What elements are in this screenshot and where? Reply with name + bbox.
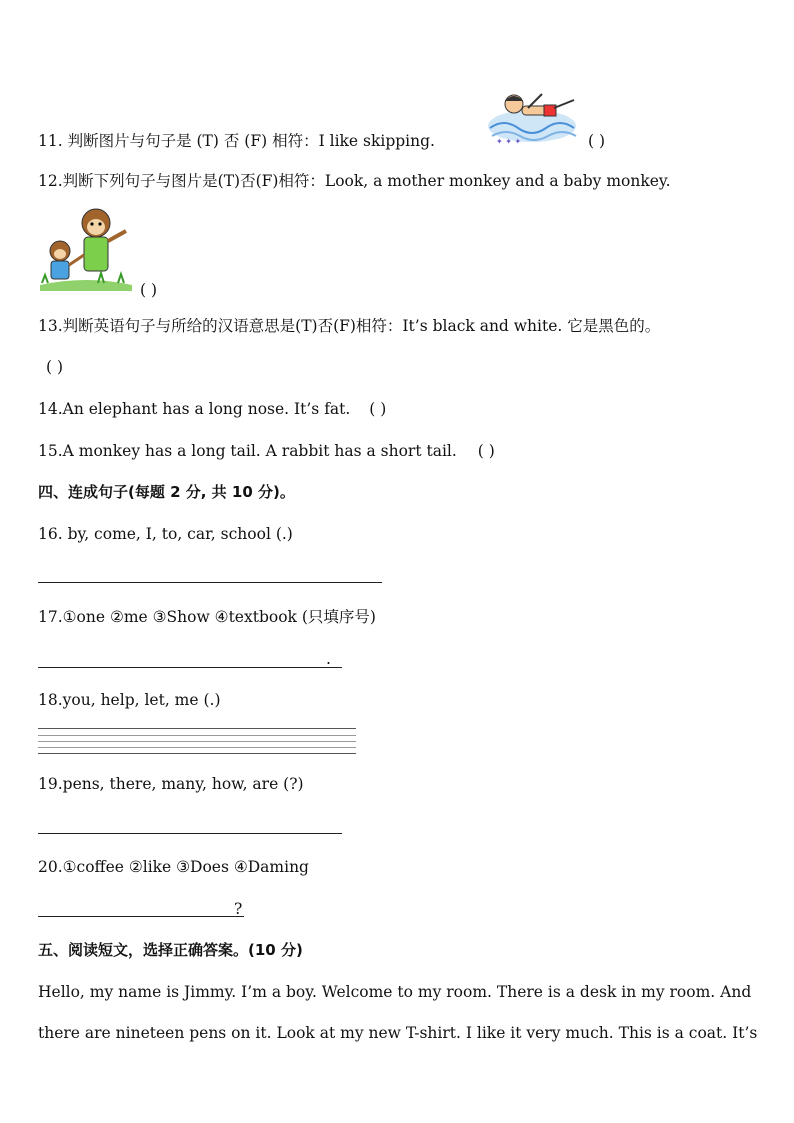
section-5-title: 五、阅读短文，选择正确答案。(10 分) xyxy=(38,941,303,959)
writing-line xyxy=(38,747,356,748)
question-11-text: 11. 判断图片与句子是 (T) 否 (F) 相符：I like skipping. xyxy=(38,132,435,150)
question-13 xyxy=(38,315,660,337)
question-20-answer-line[interactable] xyxy=(38,916,244,917)
question-14 xyxy=(38,398,386,420)
svg-text:✦ ✦ ✦: ✦ ✦ ✦ xyxy=(496,137,522,146)
passage-line-1: Hello, my name is Jimmy. I’m a boy. Welcome to my room. There is a desk in my room. And xyxy=(38,983,752,1001)
question-15-text: 15.A monkey has a long tail. A rabbit has a short tail. xyxy=(38,442,457,460)
question-13-text: 13.判断英语句子与所给的汉语意思是(T)否(F)相符：It’s black and white. 它是黑色的。 xyxy=(38,317,661,335)
question-17-answer-line[interactable] xyxy=(38,667,342,668)
monkey-mother-and-baby-image xyxy=(38,205,134,291)
writing-line xyxy=(38,741,356,742)
question-20-end-mark: ? xyxy=(234,900,243,918)
question-12-answer-paren[interactable]: ( ) xyxy=(140,281,158,299)
section-4-title: 四、连成句子(每题 2 分, 共 10 分)。 xyxy=(38,483,295,501)
question-19: 19.pens, there, many, how, are (?) xyxy=(38,775,304,793)
writing-line xyxy=(38,753,356,754)
question-14-text: 14.An elephant has a long nose. It’s fat. xyxy=(38,400,351,418)
question-15 xyxy=(38,440,495,462)
question-16-answer-line[interactable] xyxy=(38,582,382,583)
question-13-answer-paren[interactable]: ( ) xyxy=(46,358,64,376)
question-11-answer-paren[interactable]: ( ) xyxy=(588,132,606,150)
question-12-text: 12.判断下列句子与图片是(T)否(F)相符：Look, a mother monkey and a baby monkey. xyxy=(38,172,671,190)
question-18: 18.you, help, let, me (.) xyxy=(38,691,221,709)
question-15-answer-paren[interactable]: ( ) xyxy=(477,442,495,460)
passage-line-2: there are nineteen pens on it. Look at my new T-shirt. I like it very much. This is a coat. It’s xyxy=(38,1024,758,1042)
writing-line xyxy=(38,735,356,736)
question-19-answer-line[interactable] xyxy=(38,833,342,834)
question-17: 17.①one ②me ③Show ④textbook (只填序号) xyxy=(38,608,376,626)
question-20: 20.①coffee ②like ③Does ④Daming xyxy=(38,858,309,876)
question-17-end-mark: . xyxy=(326,650,331,668)
swimming-boy-image xyxy=(484,88,580,146)
question-14-answer-paren[interactable]: ( ) xyxy=(369,400,387,418)
writing-line xyxy=(38,728,356,729)
question-11 xyxy=(38,130,435,152)
question-12 xyxy=(38,170,671,192)
question-16: 16. by, come, I, to, car, school (.) xyxy=(38,525,293,543)
